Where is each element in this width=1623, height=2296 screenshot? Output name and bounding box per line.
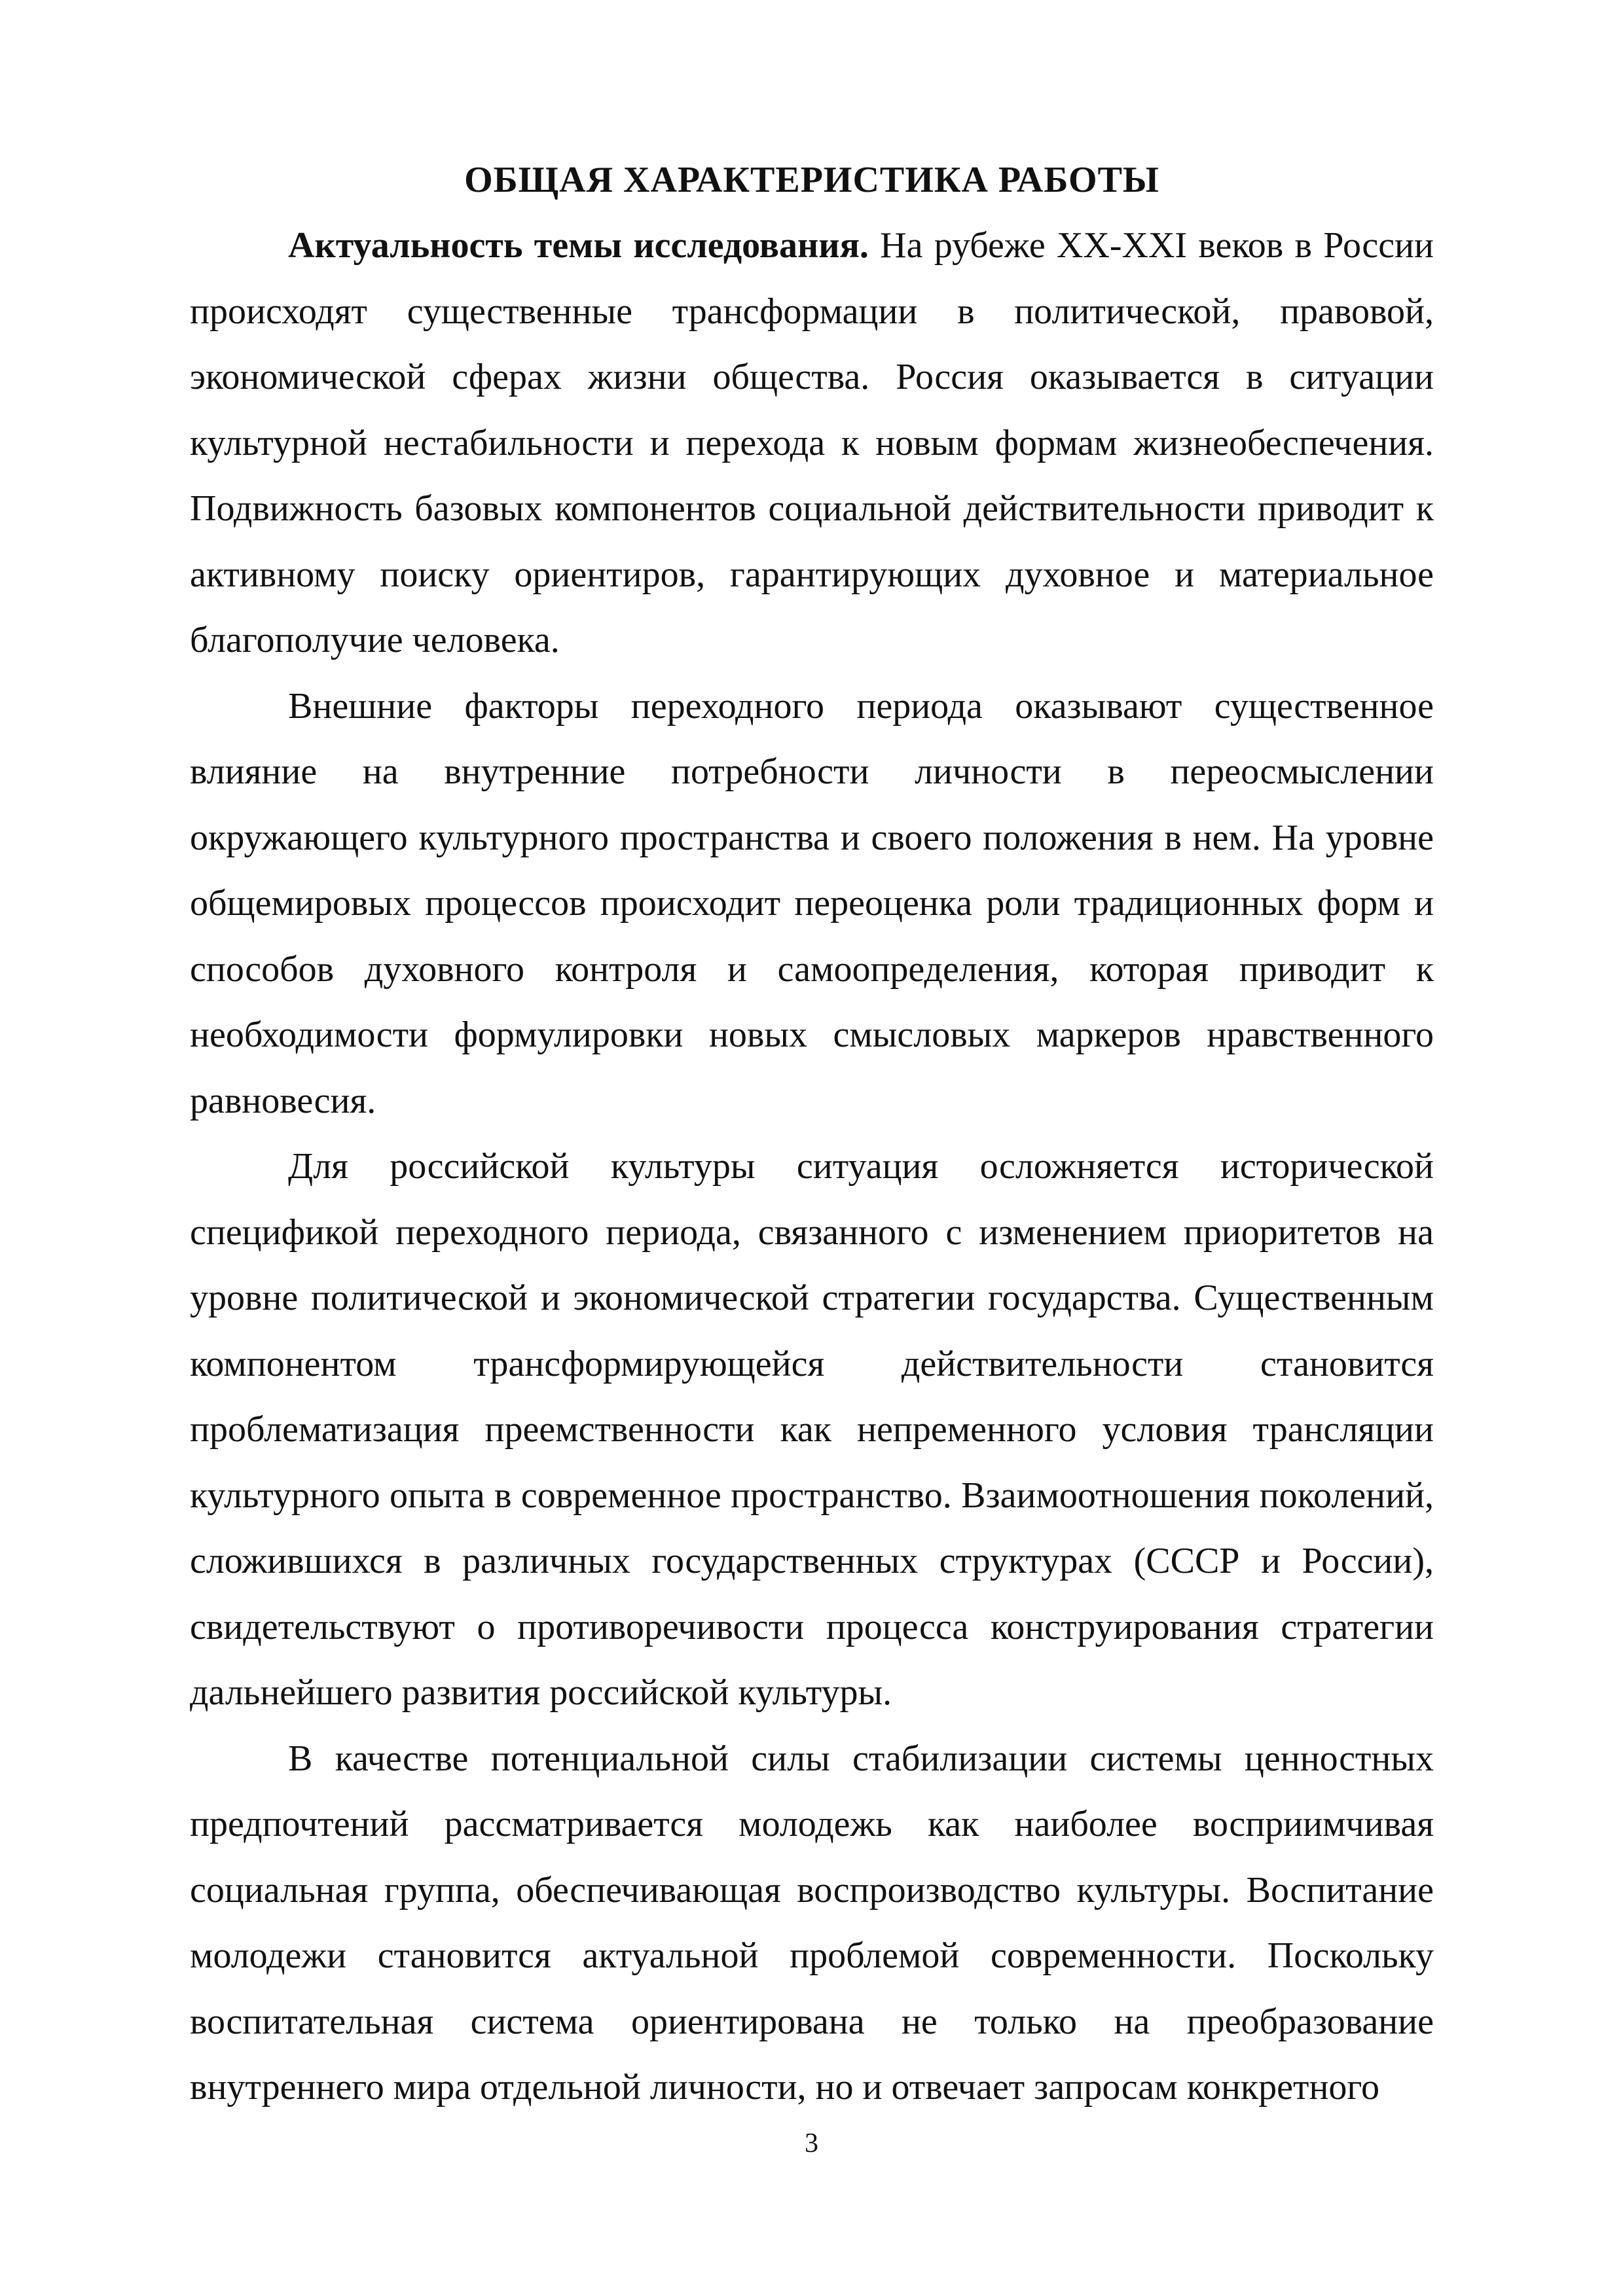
section-title: ОБЩАЯ ХАРАКТЕРИСТИКА РАБОТЫ — [464, 160, 1159, 200]
paragraph-russian-culture: Для российской культуры ситуация осложняется исторической спецификой переходного периода, связанного с изменением приоритетов на уровне политической и экономической стратегии государства. Существенным компонентом трансформирующейся действительности становится проблематизация преемственности как непременного условия трансляции культурного опыта в современное пространство. Взаимоотношения поколений, сложившихся в различных государственных структурах (СССР и России), свидетельствуют о противоречивости процесса конструирования стратегии дальнейшего развития российской культуры. — [190, 1146, 1434, 1713]
page-number: 3 — [805, 2128, 818, 2159]
paragraph-external-factors: Внешние факторы переходного периода оказывают существенное влияние на внутренние потребности личности в переосмыслении окружающего культурного пространства и своего положения в нем. На уровне общемировых процессов происходит переоценка роли традиционных форм и способов духовного контроля и самоопределения, которая приводит к необходимости формулировки новых смысловых маркеров нравственного равновесия. — [190, 685, 1434, 1121]
paragraph-youth: В качестве потенциальной силы стабилизации системы ценностных предпочтений рассматривается молодежь как наиболее восприимчивая социальная группа, обеспечивающая воспроизводство культуры. Воспитание молодежи становится актуальной проблемой современности. Поскольку воспитательная система ориентирована не только на преобразование внутреннего мира отдельной личности, но и отвечает запросам конкретного — [190, 1738, 1434, 2108]
paragraph-text: На рубеже XX-XXI веков в России происходят существенные трансформации в политической, правовой, экономической сферах жизни общества. Россия оказывается в ситуации культурной нестабильности и перехода к новым формам жизнеобеспечения. Подвижность базовых компонентов социальной действительности приводит к активному поиску ориентиров, гарантирующих духовное и материальное благополучие человека. — [190, 225, 1434, 660]
document-body — [190, 147, 1434, 2121]
paragraph-lead: Актуальность темы исследования. — [288, 225, 869, 266]
paragraph-relevance — [190, 213, 1434, 673]
